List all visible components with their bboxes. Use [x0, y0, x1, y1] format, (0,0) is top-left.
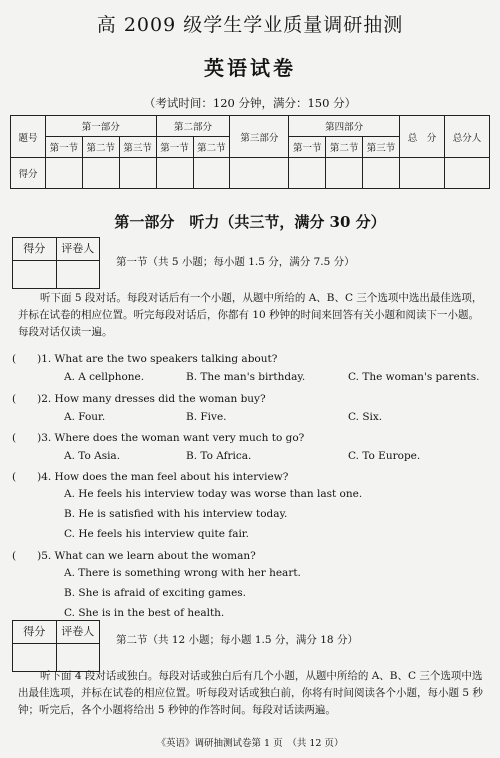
score-cell[interactable]	[119, 158, 156, 189]
score-table-header-total-person: 总分人	[445, 116, 490, 158]
question-3-stem: ( )3. Where does the woman want very much to go?	[12, 432, 305, 444]
question-4-option-b[interactable]: B. He is satisfied with his interview today.	[64, 508, 288, 520]
score-cell[interactable]	[445, 158, 490, 189]
score-cell[interactable]	[363, 158, 400, 189]
score-cell[interactable]	[46, 158, 83, 189]
score-cell[interactable]	[230, 158, 289, 189]
score-table-subheader: 第三节	[363, 137, 400, 158]
score-table	[10, 115, 490, 189]
question-1-option-b[interactable]: B. The man's birthday.	[186, 371, 306, 383]
question-3-option-b[interactable]: B. To Africa.	[186, 450, 252, 462]
score-table-header-part2: 第二部分	[156, 116, 230, 137]
section1-heading: 第一节（共 5 小题；每小题 1.5 分，满分 7.5 分）	[116, 256, 355, 268]
score-table-subheader: 第二节	[193, 137, 230, 158]
question-1-stem: ( )1. What are the two speakers talking about?	[12, 353, 278, 365]
grader-box-section2	[12, 620, 100, 672]
score-table-subheader: 第三节	[119, 137, 156, 158]
score-cell[interactable]	[82, 158, 119, 189]
score-table-subheader: 第一节	[289, 137, 326, 158]
question-2-option-c[interactable]: C. Six.	[348, 411, 383, 423]
question-4-option-a[interactable]: A. He feels his interview today was worse than last one.	[64, 488, 363, 500]
question-5-stem: ( )5. What can we learn about the woman?	[12, 550, 256, 562]
score-table-header-part1: 第一部分	[46, 116, 157, 137]
exam-info: （考试时间：120 分钟，满分：150 分）	[143, 96, 357, 110]
score-table-subheader: 第一节	[156, 137, 193, 158]
score-cell[interactable]	[400, 158, 445, 189]
question-3-option-a[interactable]: A. To Asia.	[64, 450, 121, 462]
question-5-option-c[interactable]: C. She is in the best of health.	[64, 607, 225, 619]
grader-box-score-label: 得分	[13, 238, 57, 260]
score-table-header-total: 总 分	[400, 116, 445, 158]
question-2-option-b[interactable]: B. Five.	[186, 411, 227, 423]
score-table-header-part3: 第三部分	[230, 116, 289, 158]
exam-title: 高 2009 级学生学业质量调研抽测	[96, 14, 404, 36]
score-table-row-label: 得分	[11, 158, 46, 189]
question-5-option-a[interactable]: A. There is something wrong with her heart.	[64, 567, 301, 579]
part1-heading: 第一部分 听力（共三节，满分 30 分）	[114, 213, 386, 231]
page-footer: 《英语》调研抽测试卷第 1 页 （共 12 页）	[156, 738, 344, 749]
grader-box-section1	[12, 237, 100, 289]
question-4-option-c[interactable]: C. He feels his interview quite fair.	[64, 528, 250, 540]
question-2-option-a[interactable]: A. Four.	[64, 411, 106, 423]
section2-heading: 第二节（共 12 小题；每小题 1.5 分，满分 18 分）	[116, 634, 358, 646]
score-table-subheader: 第二节	[326, 137, 363, 158]
question-1-option-c[interactable]: C. The woman's parents.	[348, 371, 480, 383]
score-cell[interactable]	[326, 158, 363, 189]
exam-subtitle: 英语试卷	[204, 56, 296, 80]
question-2-stem: ( )2. How many dresses did the woman buy?	[12, 393, 266, 405]
grader-box-grader-label: 评卷人	[61, 242, 95, 255]
score-cell[interactable]	[156, 158, 193, 189]
score-table-subheader: 第二节	[82, 137, 119, 158]
section1-instructions: 听下面 5 段对话。每段对话后有一个小题，从题中所给的 A、B、C 三个选项中选出最佳选项，并标在试卷的相应位置。听完每段对话后，你都有 10 秒钟的时间来回答有关小题和阅读下一小题。每段对话仅读一遍。	[18, 292, 483, 338]
grader-box-score-label: 得分	[13, 621, 57, 643]
score-cell[interactable]	[193, 158, 230, 189]
question-3-option-c[interactable]: C. To Europe.	[348, 450, 421, 462]
score-table-subheader: 第一节	[46, 137, 83, 158]
question-1-option-a[interactable]: A. A cellphone.	[64, 371, 145, 383]
score-table-header-part4: 第四部分	[289, 116, 400, 137]
section2-instructions: 听下面 4 段对话或独白。每段对话或独白后有几个小题，从题中所给的 A、B、C 三个选项中选出最佳选项，并标在试卷的相应位置。听每段对话或独白前，你将有时间阅读各个小题，每小题 5 秒钟；听完后，各个小题将给出 5 秒钟的作答时间。每段对话读两遍。	[18, 670, 483, 716]
question-5-option-b[interactable]: B. She is afraid of exciting games.	[64, 587, 247, 599]
grader-box-grader-label: 评卷人	[61, 625, 95, 638]
question-4-stem: ( )4. How does the man feel about his interview?	[12, 471, 289, 483]
score-cell[interactable]	[289, 158, 326, 189]
score-table-header-tihao: 题号	[11, 116, 46, 158]
